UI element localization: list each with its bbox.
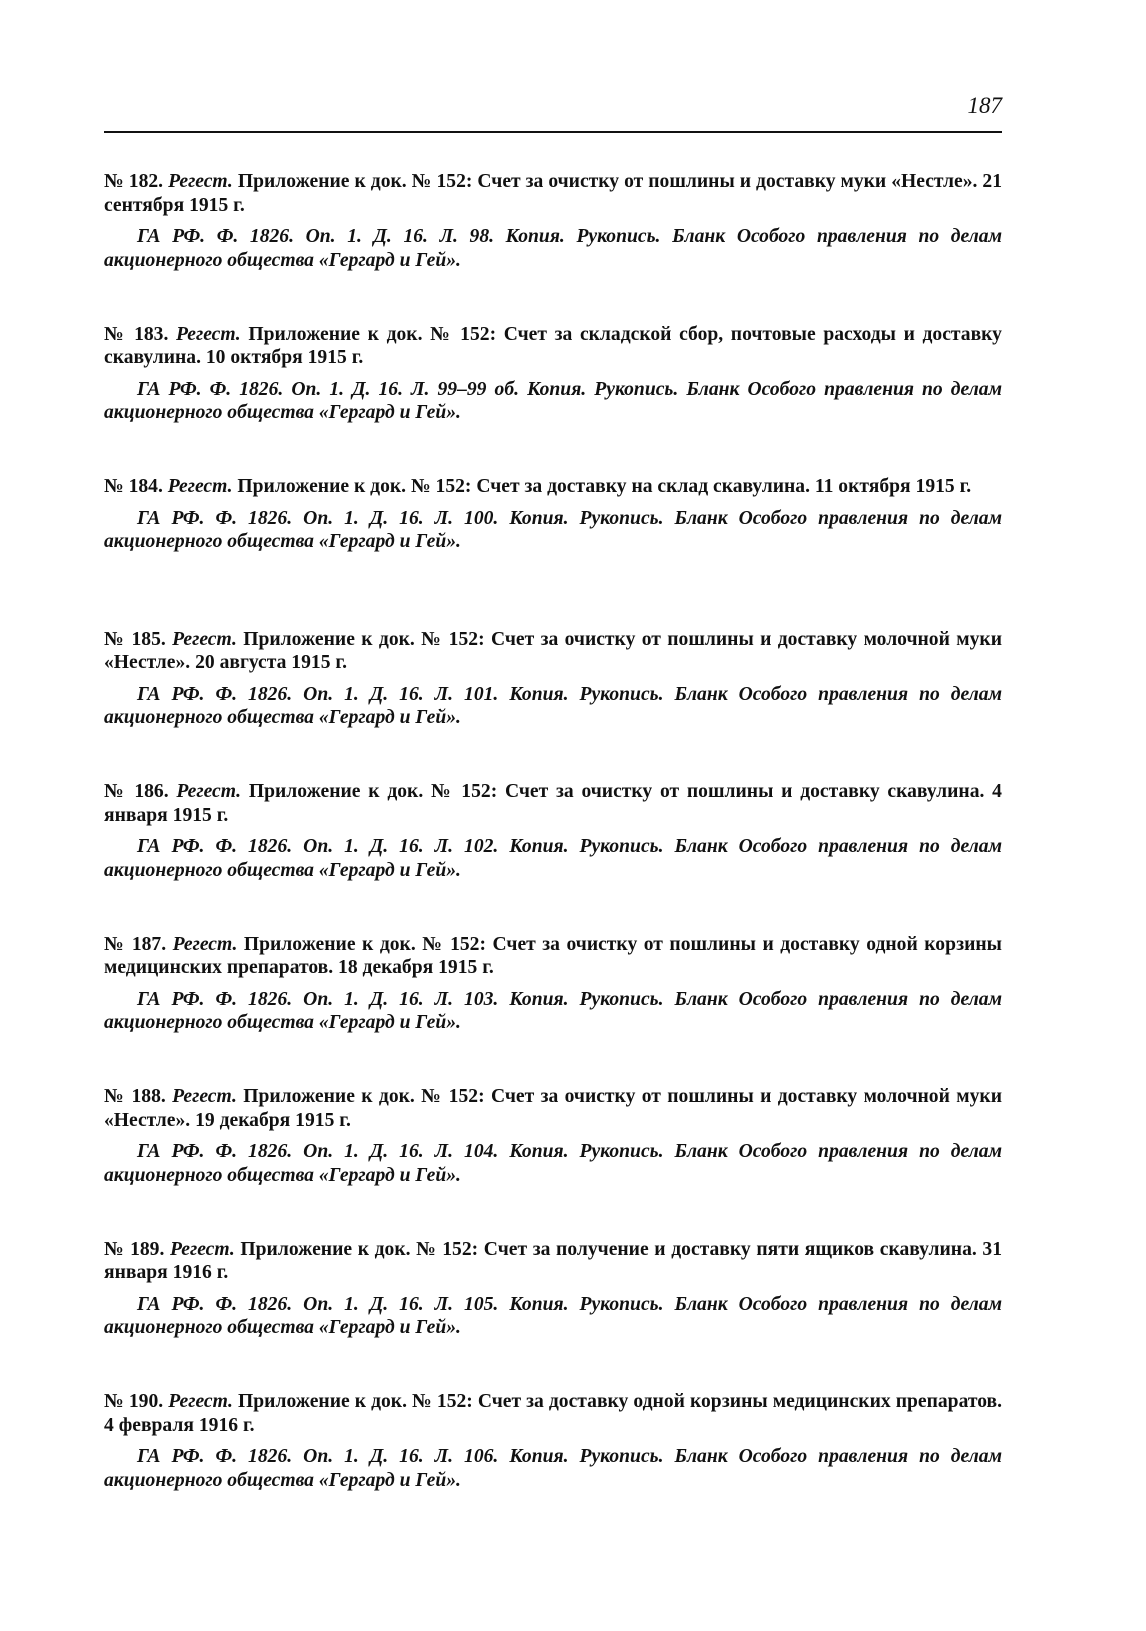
entry-description: Приложение к док. № 152: Счет за очистку от пошлины и доставку одной корзины медицинских препаратов. 18 декабря 1915 г.: [104, 933, 1002, 978]
entry-source: ГА РФ. Ф. 1826. Оп. 1. Д. 16. Л. 104. Копия. Рукопись. Бланк Особого правления по делам акционерного общества «Гергард и Гей».: [104, 1141, 1002, 1186]
entry: [104, 933, 1002, 1086]
entry-regest: [104, 933, 1002, 980]
entry-description: Приложение к док. № 152: Счет за складской сбор, почтовые расходы и доставку скавулина. 10 октября 1915 г.: [104, 323, 1002, 368]
entry-kind: Регест.: [172, 933, 238, 955]
entry-number: № 185.: [104, 628, 166, 650]
header-rule: [104, 131, 1002, 133]
entry-source: ГА РФ. Ф. 1826. Оп. 1. Д. 16. Л. 103. Копия. Рукопись. Бланк Особого правления по делам акционерного общества «Гергард и Гей».: [104, 988, 1002, 1033]
entry-description: Приложение к док. № 152: Счет за получение и доставку пяти ящиков скавулина. 31 января 1916 г.: [104, 1238, 1002, 1283]
entry-regest: [104, 780, 1002, 827]
entry-regest: [104, 1238, 1002, 1285]
entry-number: № 187.: [104, 933, 167, 955]
entry: [104, 170, 1002, 323]
entry-number: № 190.: [104, 1391, 164, 1412]
entry-number: № 188.: [104, 1086, 166, 1107]
entry-description: Приложение к док. № 152: Счет за очистку от пошлины и доставку скавулина. 4 января 1915 г.: [104, 781, 1002, 826]
entry-description: Приложение к док. № 152: Счет за доставку на склад скавулина. 11 октября 1915 г.: [237, 476, 972, 497]
entry-source: ГА РФ. Ф. 1826. Оп. 1. Д. 16. Л. 98. Копия. Рукопись. Бланк Особого правления по делам акционерного общества «Гергард и Гей».: [104, 226, 1002, 271]
entry-regest: [104, 475, 1002, 499]
entry-kind: Регест.: [176, 323, 241, 345]
entry-kind: Регест.: [167, 476, 233, 497]
entry-regest: [104, 323, 1002, 370]
entry-number: № 186.: [104, 781, 169, 802]
entry-description: Приложение к док. № 152: Счет за очистку от пошлины и доставку муки «Нестле». 21 сентября 1915 г.: [104, 171, 1003, 216]
entry: [104, 1085, 1002, 1238]
entry-number: № 184.: [104, 476, 163, 497]
entry-regest: [104, 1390, 1002, 1437]
entry: [104, 323, 1002, 476]
entry-kind: Регест.: [176, 781, 242, 802]
entry-source: ГА РФ. Ф. 1826. Оп. 1. Д. 16. Л. 101. Копия. Рукопись. Бланк Особого правления по делам акционерного общества «Гергард и Гей».: [104, 683, 1002, 728]
entry-regest: [104, 170, 1002, 217]
entry-description: Приложение к док. № 152: Счет за очистку от пошлины и доставку молочной муки «Нестле». 20 августа 1915 г.: [104, 628, 1002, 673]
entry-kind: Регест.: [170, 1238, 235, 1260]
entry: [104, 780, 1002, 933]
entry: [104, 1238, 1002, 1391]
entry-description: Приложение к док. № 152: Счет за очистку от пошлины и доставку молочной муки «Нестле». 19 декабря 1915 г.: [104, 1086, 1002, 1131]
entry-source: ГА РФ. Ф. 1826. Оп. 1. Д. 16. Л. 100. Копия. Рукопись. Бланк Особого правления по делам акционерного общества «Гергард и Гей».: [104, 507, 1002, 552]
entry-number: № 183.: [104, 323, 169, 345]
entry: [104, 475, 1002, 628]
page-number: 187: [967, 93, 1002, 118]
entry-kind: Регест.: [168, 171, 233, 192]
entry-source: ГА РФ. Ф. 1826. Оп. 1. Д. 16. Л. 106. Копия. Рукопись. Бланк Особого правления по делам акционерного общества «Гергард и Гей».: [104, 1446, 1002, 1491]
entry: [104, 1390, 1002, 1543]
entries-list: [104, 170, 1002, 1543]
entry-kind: Регест.: [172, 1086, 237, 1107]
entry-number: № 189.: [104, 1238, 165, 1260]
entry-source: ГА РФ. Ф. 1826. Оп. 1. Д. 16. Л. 102. Копия. Рукопись. Бланк Особого правления по делам акционерного общества «Гергард и Гей».: [104, 836, 1002, 881]
entry-regest: [104, 628, 1002, 675]
entry-kind: Регест.: [168, 1391, 233, 1412]
entry-number: № 182.: [104, 171, 164, 192]
entry-regest: [104, 1085, 1002, 1132]
entry-description: Приложение к док. № 152: Счет за доставку одной корзины медицинских препаратов. 4 февраля 1916 г.: [104, 1391, 1003, 1436]
entry-source: ГА РФ. Ф. 1826. Оп. 1. Д. 16. Л. 105. Копия. Рукопись. Бланк Особого правления по делам акционерного общества «Гергард и Гей».: [104, 1293, 1002, 1338]
entry-source: ГА РФ. Ф. 1826. Оп. 1. Д. 16. Л. 99–99 об. Копия. Рукопись. Бланк Особого правления по делам акционерного общества «Гергард и Гей».: [104, 378, 1002, 423]
entry-kind: Регест.: [172, 628, 237, 650]
entry: [104, 628, 1002, 781]
